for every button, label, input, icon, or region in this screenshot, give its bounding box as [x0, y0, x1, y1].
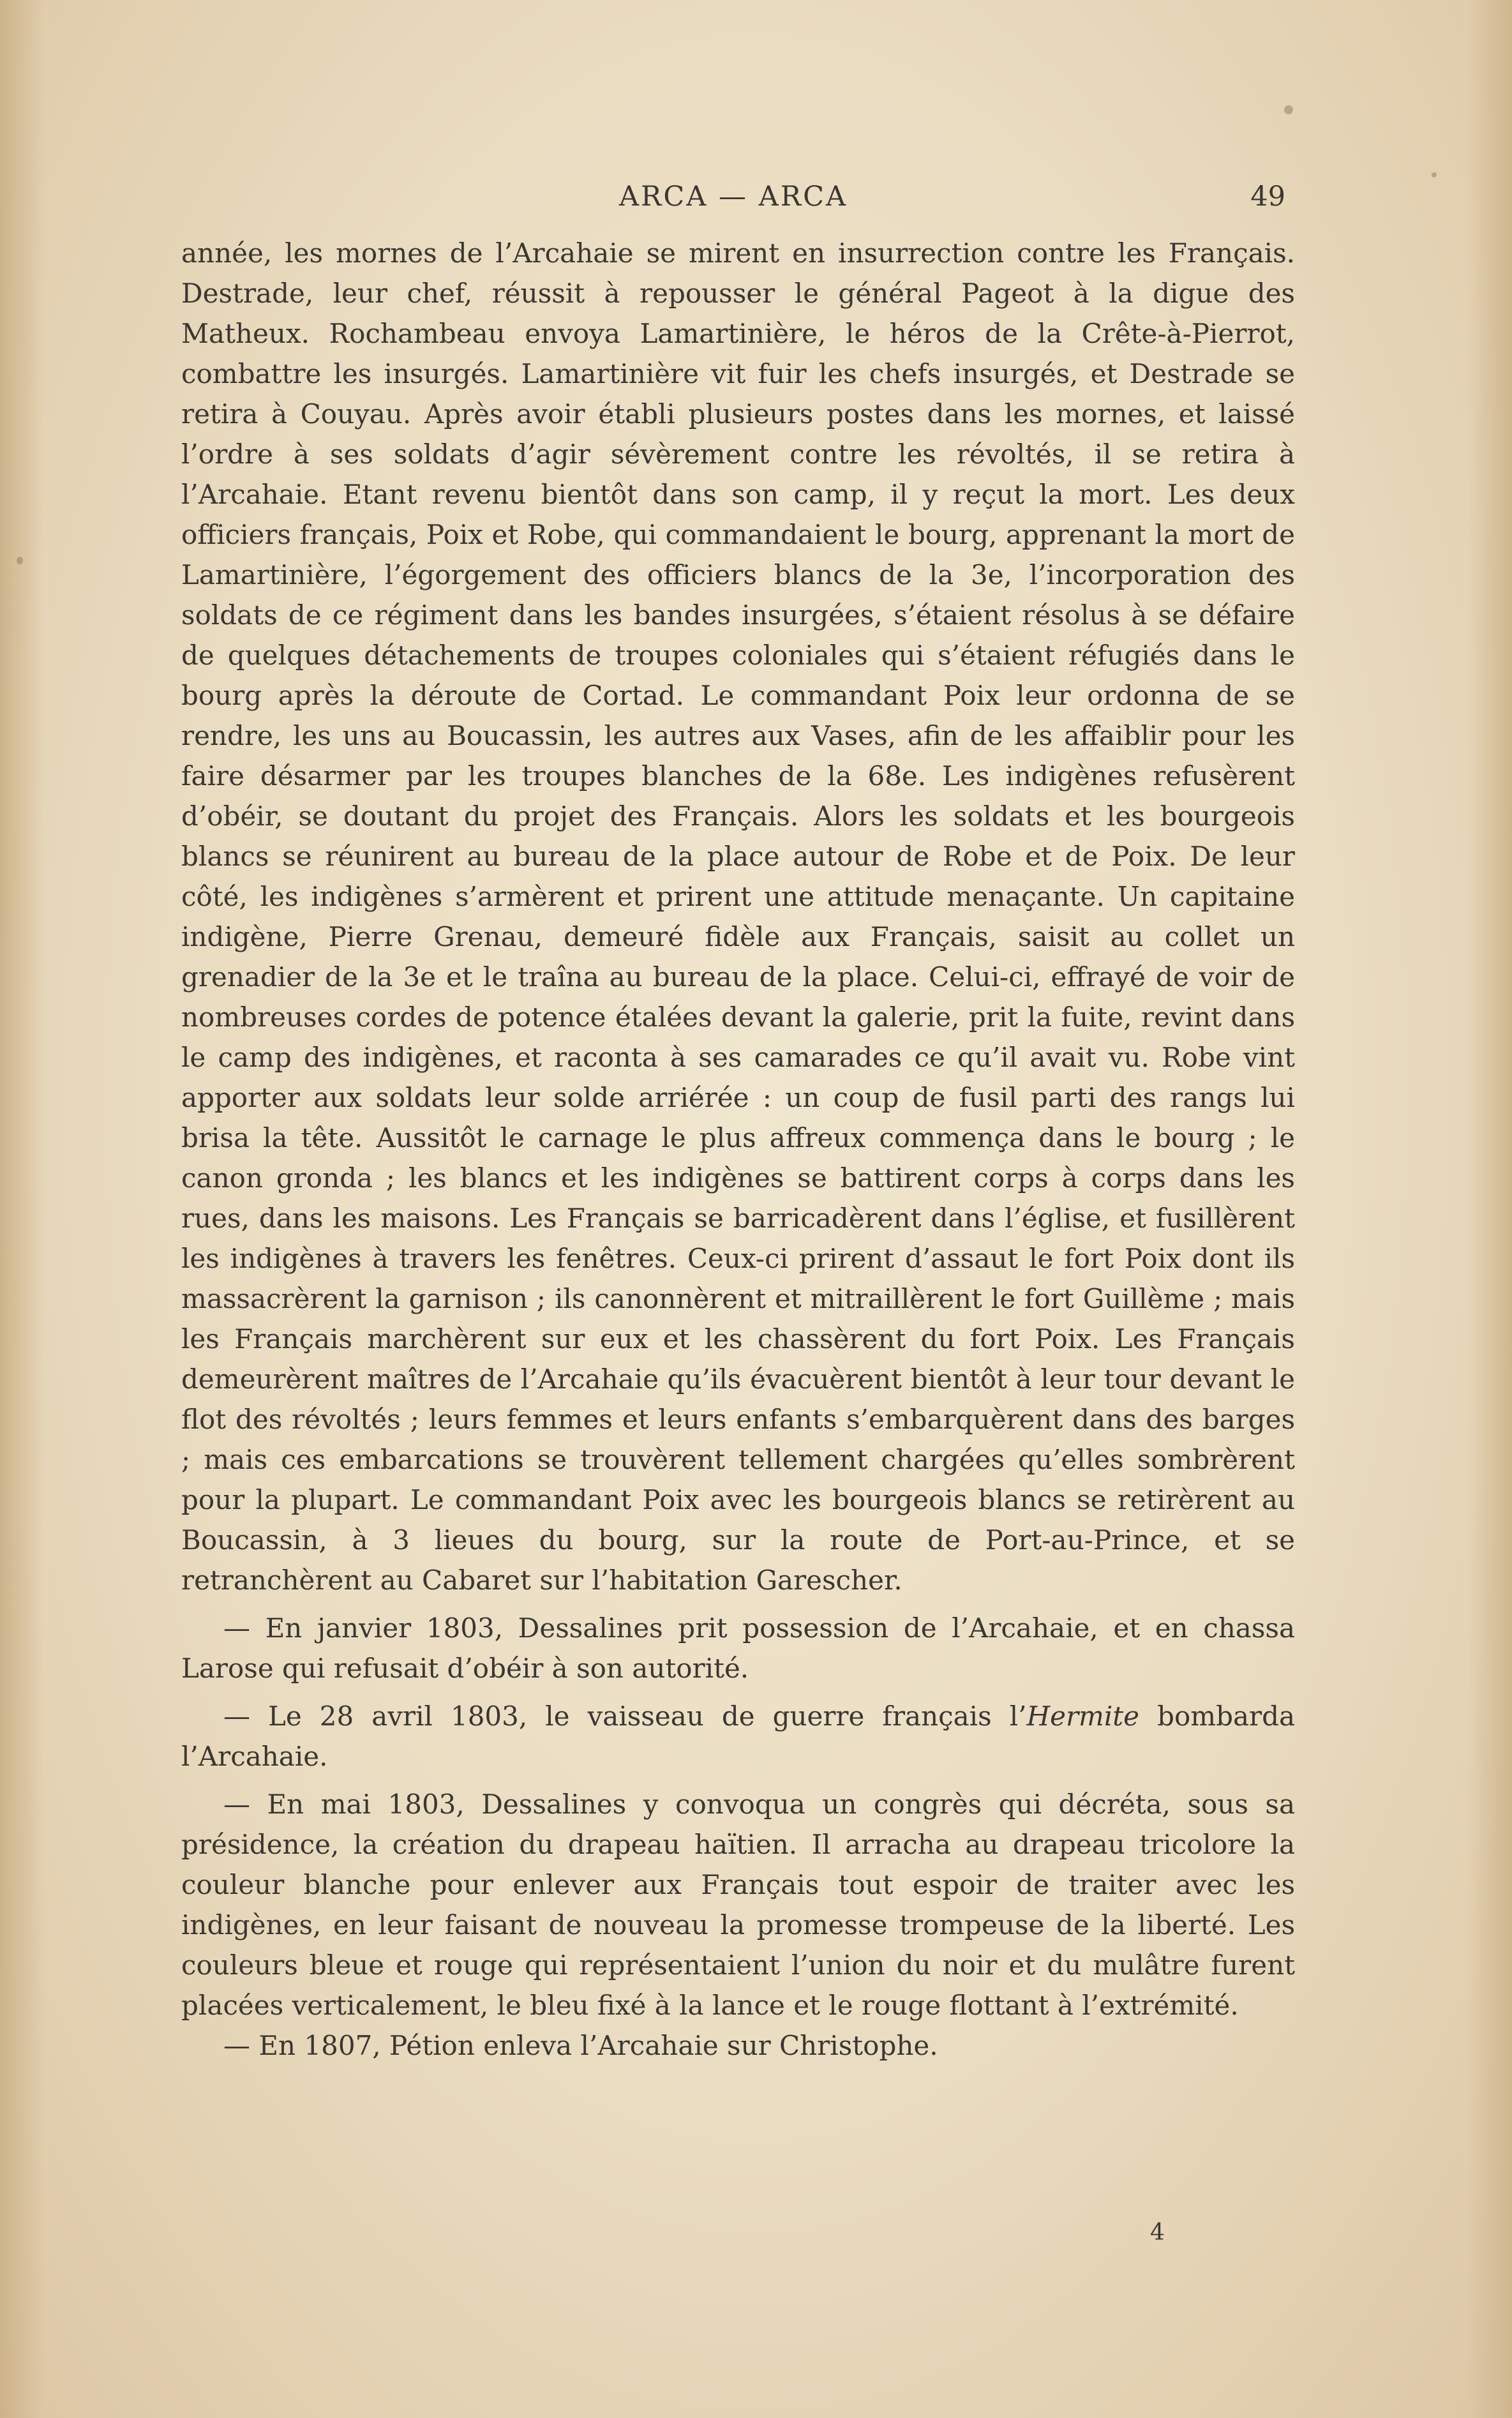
paragraph-uprising: année, les mornes de l’Arcahaie se mirent en insurrection contre les Français. Destrade, leur chef, réussit à repousser le général Pageot à la digue des Matheux. Rochambeau envoya Lamartinière, le héros de la Crête-à-Pierrot, combattre les insurgés. Lamartinière vit fuir les chefs insurgés, et Destrade se retira à Couyau. Après avoir établi plusieurs postes dans les mornes, et laissé l’ordre à ses soldats d’agir sévèrement contre les révoltés, il se retira à l’Arcahaie. Etant revenu bientôt dans son camp, il y reçut la mort. Les deux officiers français, Poix et Robe, qui commandaient le bourg, apprenant la mort de Lamartinière, l’égorgement des officiers blancs de la 3e, l’incorporation des soldats de ce régiment dans les bandes insurgées, s’étaient résolus à se défaire de quelques détachements de troupes coloniales qui s’étaient réfugiés dans le bourg après la déroute de Cortad. Le commandant Poix leur ordonna de se rendre, les uns au Boucassin, les autres aux Vases, afin de les affaiblir pour les faire désarmer par les troupes blanches de la 68e. Les indigènes refusèrent d’obéir, se doutant du projet des Français. Alors les soldats et les bourgeois blancs se réunirent au bureau de la place autour de Robe et de Poix. De leur côté, les indigènes s’armèrent et prirent une attitude menaçante. Un capitaine indigène, Pierre Grenau, demeuré fidèle aux Français, saisit au collet un grenadier de la 3e et le traîna au bureau de la place. Celui-ci, effrayé de voir de nombreuses cordes de potence étalées devant la galerie, prit la fuite, revint dans le camp des indigènes, et raconta à ses camarades ce qu’il avait vu. Robe vint apporter aux soldats leur solde arriérée : un coup de fusil parti des rangs lui brisa la tête. Aussitôt le carnage le plus affreux commença dans le bourg ; le canon gronda ; les blancs et les indigènes se battirent corps à corps dans les rues, dans les maisons. Les Français se barricadèrent dans l’église, et fusillèrent les indigènes à travers les fenêtres. Ceux-ci prirent d’assaut le fort Poix dont ils massacrèrent la garnison ; ils canonnèrent et mitraillèrent le fort Guillème ; mais les Français marchèrent sur eux et les chassèrent du fort Poix. Les Français demeurèrent maîtres de l’Arcahaie qu’ils évacuèrent bientôt à leur tour devant le flot des révoltés ; leurs femmes et leurs enfants s’embarquèrent dans des barges ; mais ces embarcations se trouvèrent tellement chargées qu’elles sombrèrent pour la plupart. Le commandant Poix avec les bourgeois blancs se retirèrent au Boucassin, à 3 lieues du bourg, sur la route de Port-au-Prince, et se retranchèrent au Cabaret sur l’habitation Garescher.: [181, 237, 1295, 1596]
paragraph-may-1803: — En mai 1803, Dessalines y convoqua un congrès qui décréta, sous sa présidence, la création du drapeau haïtien. Il arracha au drapeau tricolore la couleur blanche pour enlever aux Français tout espoir de traiter avec les indigènes, en leur faisant de nouveau la promesse trompeuse de la liberté. Les couleurs bleue et rouge qui représentaient l’union du noir et du mulâtre furent placées verticalement, le bleu fixé à la lance et le rouge flottant à l’extrémité.: [181, 1789, 1295, 2021]
article-body: [181, 233, 1295, 2066]
paragraph-january-1803: — En janvier 1803, Dessalines prit possession de l’Arcahaie, et en chassa Larose qui refusait d’obéir à son autorité.: [181, 1612, 1295, 1684]
page-edge-left: [0, 0, 45, 2418]
ink-spot: [1284, 105, 1293, 114]
paragraph-april-1803-text: — Le 28 avril 1803, le vaisseau de guerre français l’: [223, 1701, 1027, 1732]
page-header: [181, 177, 1285, 216]
page-edge-right: [1467, 0, 1512, 2418]
paragraph-1807: — En 1807, Pétion enleva l’Arcahaie sur Christophe.: [223, 2030, 938, 2061]
ship-name: Hermite: [1026, 1701, 1140, 1732]
ink-spot: [17, 557, 23, 564]
page-number: 49: [1250, 181, 1285, 213]
running-title: ARCA — ARCA: [618, 181, 848, 213]
paragraph-april-1803: [181, 1696, 1295, 1776]
signature-mark: 4: [1150, 2219, 1165, 2246]
ink-spot: [1432, 172, 1437, 177]
paragraph-april-1803-end: bombarda l’Arcahaie.: [181, 1701, 1295, 1772]
